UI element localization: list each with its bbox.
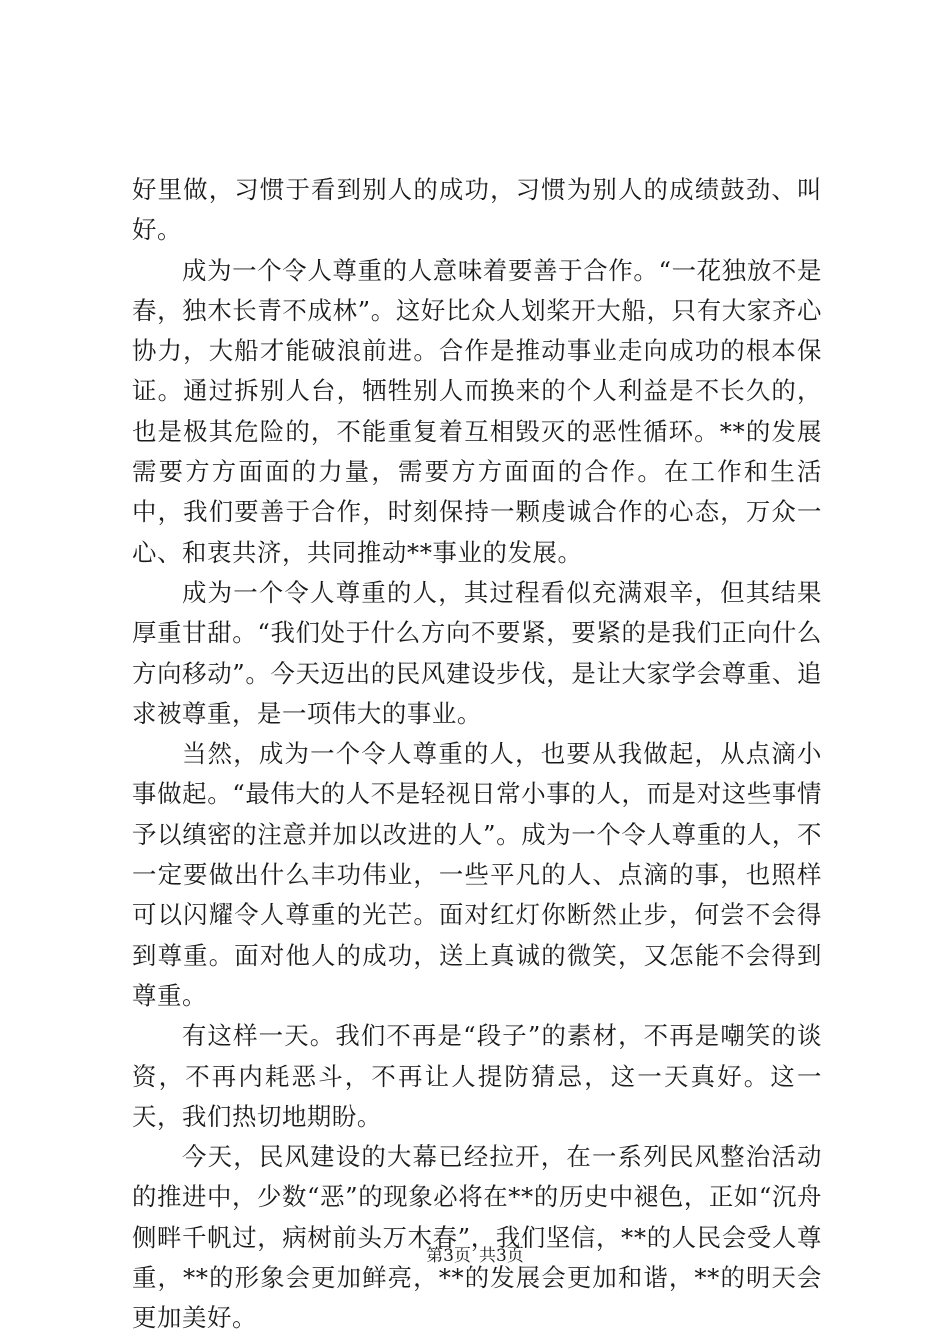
paragraph-start-from-self: 当然，成为一个令人尊重的人，也要从我做起，从点滴小事做起。“最伟大的人不是轻视日常小事的人，而是对这些事情予以缜密的注意并加以改进的人”。成为一个令人尊重的人，不一定要做出什么丰功伟业，一些平凡的人、点滴的事，也照样可以闪耀令人尊重的光芒。面对红灯你断然止步，何尝不会得到尊重。面对他人的成功，送上真诚的微笑，又怎能不会得到尊重。	[132, 739, 822, 1010]
paragraph-such-a-day: 有这样一天。我们不再是“段子”的素材，不再是嘲笑的谈资，不再内耗恶斗，不再让人提防猜忌，这一天真好。这一天，我们热切地期盼。	[132, 1021, 822, 1131]
paragraph-continuation: 好里做，习惯于看到别人的成功，习惯为别人的成绩鼓劲、叫好。	[132, 175, 822, 245]
page-footer	[0, 1244, 950, 1268]
paragraph-process: 成为一个令人尊重的人，其过程看似充满艰辛，但其结果厚重甘甜。“我们处于什么方向不要紧，要紧的是我们正向什么方向移动”。今天迈出的民风建设步伐，是让大家学会尊重、追求被尊重，是一项伟大的事业。	[132, 577, 822, 728]
paragraph-conclusion: 今天，民风建设的大幕已经拉开，在一系列民风整治活动的推进中，少数“恶”的现象必将在**的历史中褪色，正如“沉舟侧畔千帆过，病树前头万木春”，我们坚信，**的人民会受人尊重，**的形象会更加鲜亮，**的发展会更加和谐，**的明天会更加美好。	[132, 1142, 822, 1333]
paragraph-cooperation: 成为一个令人尊重的人意味着要善于合作。“一花独放不是春，独木长青不成林”。这好比众人划桨开大船，只有大家齐心协力，大船才能破浪前进。合作是推动事业走向成功的根本保证。通过拆别人台，牺牲别人而换来的个人利益是不长久的，也是极其危险的，不能重复着互相毁灭的恶性循环。**的发展需要方方面面的力量，需要方方面面的合作。在工作和生活中，我们要善于合作，时刻保持一颗虔诚合作的心态，万众一心、和衷共济，共同推动**事业的发展。	[132, 255, 822, 567]
document-body	[132, 170, 822, 1339]
page-total: 共3页	[479, 1246, 524, 1266]
page-number: 第3页	[426, 1246, 471, 1266]
